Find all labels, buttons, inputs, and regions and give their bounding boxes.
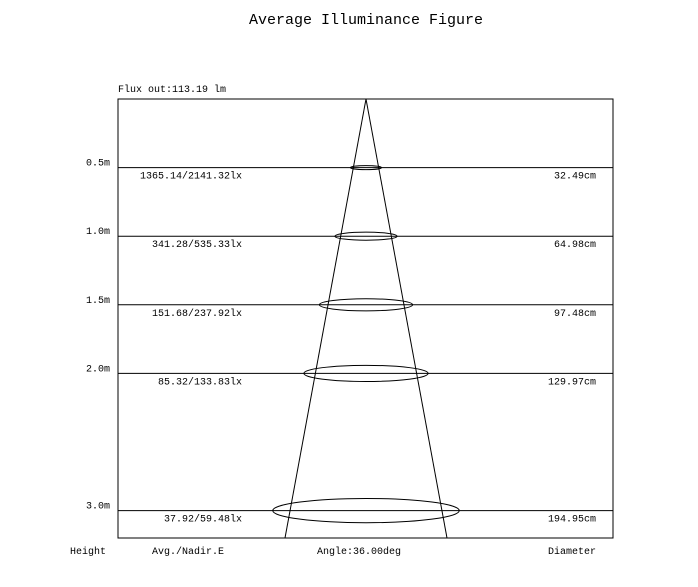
height-row	[86, 364, 613, 388]
diameter-value: 194.95cm	[547, 514, 596, 526]
height-label: 3.0m	[85, 501, 110, 513]
height-row	[86, 502, 613, 526]
height-rows	[86, 159, 613, 526]
footer-diameter-label: Diameter	[547, 547, 596, 558]
diameter-value: 32.49cm	[553, 171, 596, 183]
diameter-value: 129.97cm	[547, 377, 596, 389]
footer-avg-label: Avg./Nadir.E	[152, 547, 225, 558]
illuminance-value: 341.28/535.33lx	[151, 240, 242, 252]
cone-edge-right	[366, 99, 447, 538]
light-cone	[273, 99, 459, 538]
footer-height-label: Height	[70, 547, 107, 558]
diameter-value: 64.98cm	[553, 240, 596, 252]
height-label: 1.0m	[85, 227, 110, 239]
height-label: 2.0m	[85, 364, 110, 376]
cone-edge-left	[285, 99, 366, 538]
illuminance-value: 151.68/237.92lx	[151, 308, 242, 320]
illuminance-value: 1365.14/2141.32lx	[139, 171, 242, 183]
illuminance-value: 37.92/59.48lx	[163, 514, 242, 526]
height-label: 1.5m	[85, 295, 110, 307]
height-row	[86, 159, 613, 183]
illuminance-value: 85.32/133.83lx	[157, 377, 242, 389]
diameter-value: 97.48cm	[553, 308, 596, 320]
flux-label: Flux out:113.19 lm	[118, 85, 227, 96]
figure-title: Average Illuminance Figure	[248, 12, 484, 29]
footer-angle-label: Angle:36.00deg	[317, 547, 402, 558]
height-label: 0.5m	[85, 158, 110, 170]
